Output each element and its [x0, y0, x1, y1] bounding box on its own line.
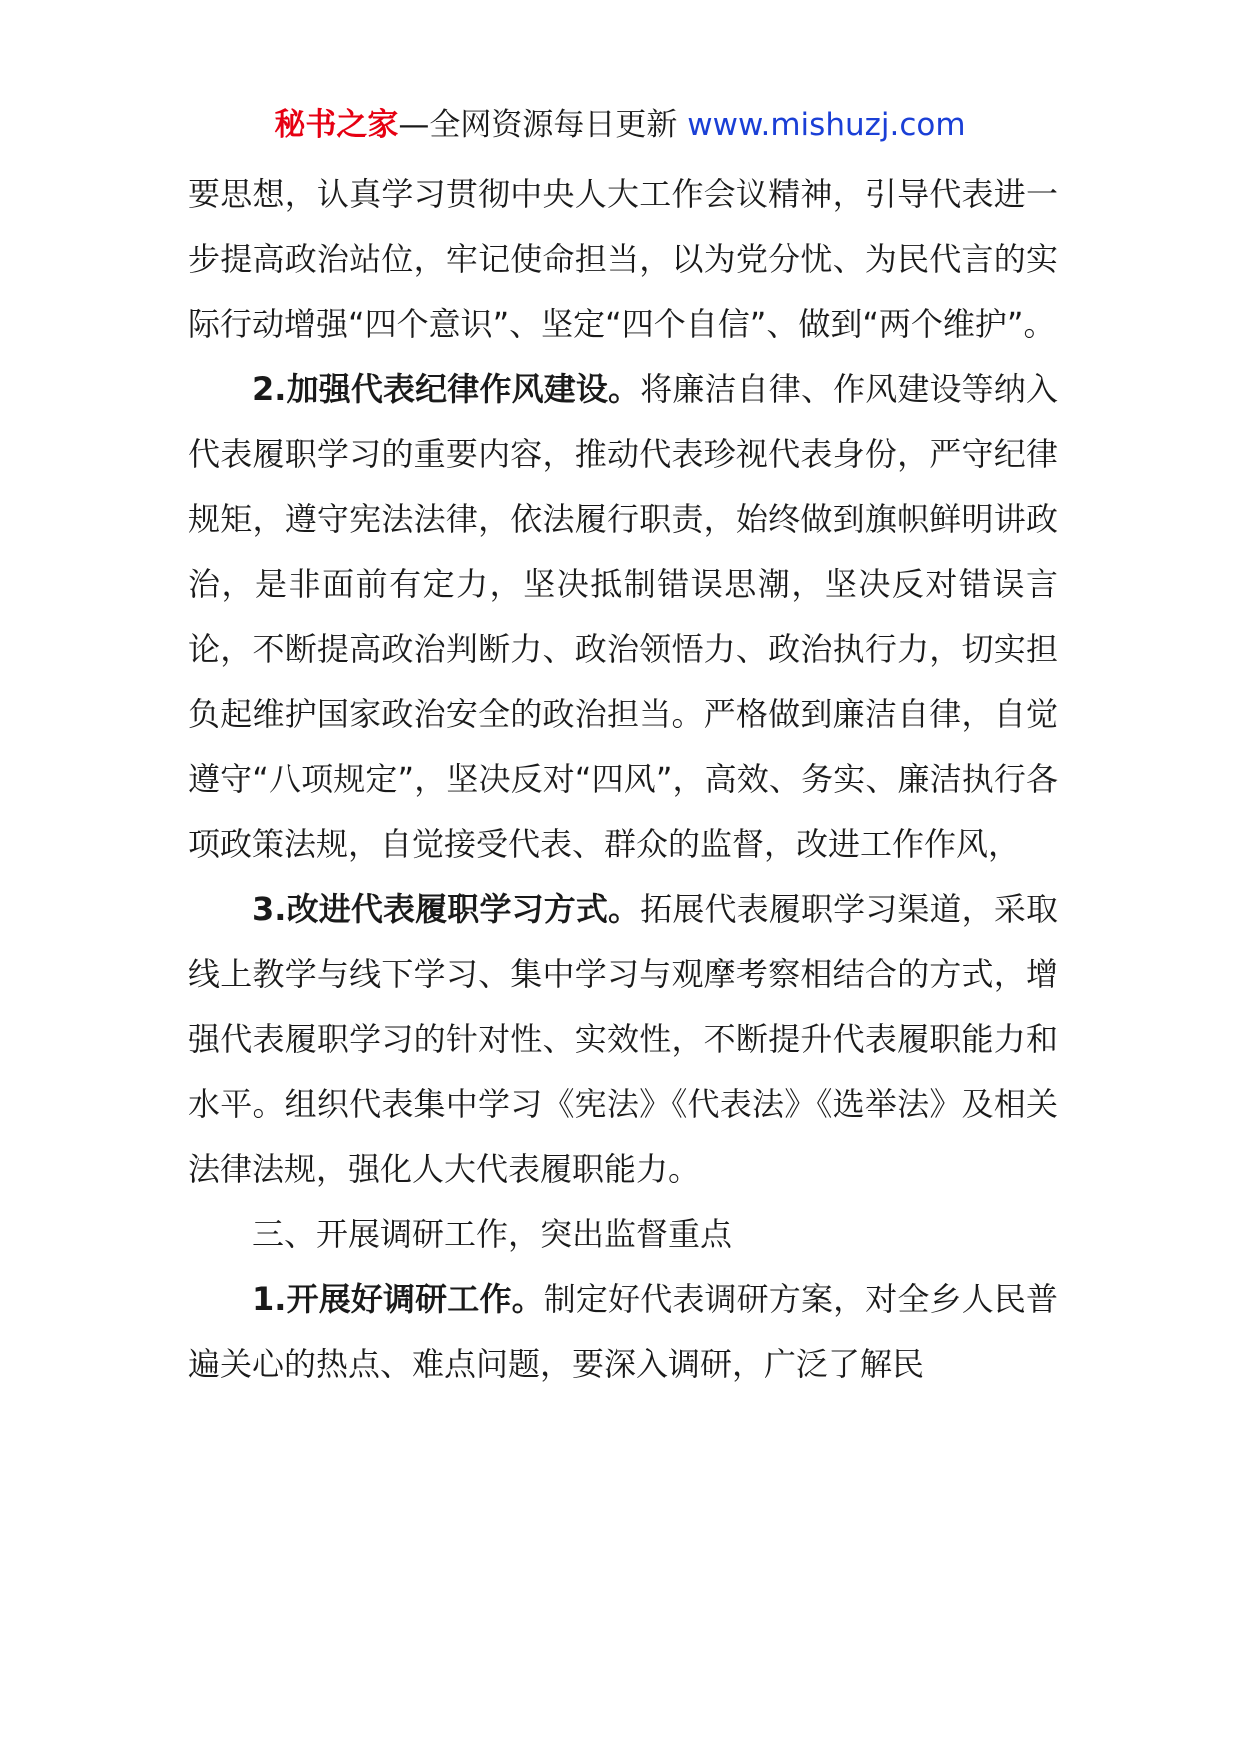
section-title — [188, 1202, 1058, 1267]
paragraph-discipline — [188, 357, 1058, 877]
paragraph-text: 制定好代表调研方案，对全乡人民普遍关心的热点、难点问题，要深入调研，广泛了解民 — [188, 1280, 1058, 1383]
paragraph-text: 拓展代表履职学习渠道，采取线上教学与线下学习、集中学习与观摩考察相结合的方式，增强代表履职学习的针对性、实效性，不断提升代表履职能力和水平。组织代表集中学习《宪法》《代表法》《选举法》及相关法律法规，强化人大代表履职能力。 — [188, 890, 1058, 1188]
brand-name: 秘书之家 — [274, 107, 399, 143]
header-tagline: —全网资源每日更新 — [398, 107, 678, 143]
section-heading: 2.加强代表纪律作风建设。 — [252, 370, 641, 408]
section-heading: 3.改进代表履职学习方式。 — [252, 890, 641, 928]
section-title-text: 三、开展调研工作，突出监督重点 — [252, 1215, 733, 1253]
site-header — [0, 100, 1240, 150]
paragraph-text: 要思想，认真学习贯彻中央人大工作会议精神，引导代表进一步提高政治站位，牢记使命担当，以为党分忧、为民代言的实际行动增强“四个意识”、坚定“四个自信”、做到“两个维护”。 — [188, 175, 1058, 343]
section-heading: 1.开展好调研工作。 — [252, 1280, 544, 1318]
document-body — [188, 162, 1058, 1397]
site-url-link[interactable]: www.mishuzj.com — [687, 107, 966, 143]
paragraph-continuation — [188, 162, 1058, 357]
paragraph-learning-method — [188, 877, 1058, 1202]
paragraph-text: 将廉洁自律、作风建设等纳入代表履职学习的重要内容，推动代表珍视代表身份，严守纪律规矩，遵守宪法法律，依法履行职责，始终做到旗帜鲜明讲政治，是非面前有定力，坚决抵制错误思潮，坚决反对错误言论，不断提高政治判断力、政治领悟力、政治执行力，切实担负起维护国家政治安全的政治担当。严格做到廉洁自律，自觉遵守“八项规定”，坚决反对“四风”，高效、务实、廉洁执行各项政策法规，自觉接受代表、群众的监督，改进工作作风， — [188, 370, 1058, 863]
paragraph-research — [188, 1267, 1058, 1397]
